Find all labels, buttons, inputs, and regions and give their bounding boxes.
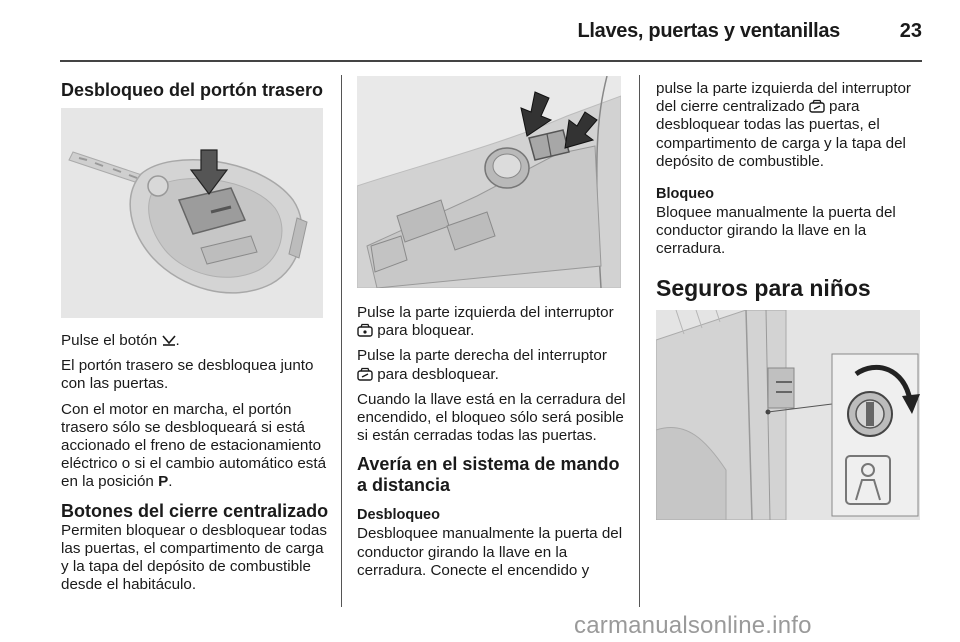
paragraph-key-in-ignition: Cuando la llave está en la cerradura del encendido, el bloqueo sólo será posible si están cerradas todas las puertas.: [357, 390, 626, 445]
footer-watermark: carmanualsonline.info: [574, 612, 812, 639]
paragraph-manual-unlock: Desbloquee manualmente la puerta del conductor girando la llave en la cerradura. Conecte el encendido y: [357, 525, 623, 579]
column-divider-2: [639, 75, 640, 607]
paragraph-central-lock: Permiten bloquear o desbloquear todas las puertas, el compartimento de carga y la tapa del depósito de combustible desde el habitáculo.: [61, 521, 327, 594]
paragraph-press-button: Pulse el botón .: [61, 332, 180, 349]
section-heading-tailgate: Desbloqueo del portón trasero: [61, 80, 324, 100]
subheading-lock: Bloqueo: [656, 186, 714, 203]
paragraph-engine-running: Con el motor en marcha, el portón trasero sólo se desbloqueará si está accionado el freno de estacionamiento eléctrico o si el cambio automático está en la posición P.: [61, 400, 327, 491]
column-1: [61, 80, 327, 101]
subheading-unlock: Desbloqueo: [357, 507, 440, 524]
page-number: 23: [899, 20, 922, 42]
unlock-icon: [809, 99, 825, 113]
column-divider-1: [341, 75, 342, 607]
tailgate-icon: [162, 333, 176, 347]
column-1-text: [61, 332, 331, 601]
paragraph-press-left-central: pulse la parte izquierda del interruptor del cierre centralizado para desbloquear todas las puertas, el compartimento de carga y la tapa del depósito de combustible.: [656, 80, 911, 170]
page-header-title: Llaves, puertas y ventanillas: [577, 20, 840, 42]
figure-door-switches: [357, 76, 621, 288]
header-rule: [60, 60, 922, 62]
paragraph-manual-lock: Bloquee manualmente la puerta del conductor girando la llave en la cerradura.: [656, 204, 896, 258]
figure-child-lock: [656, 310, 920, 520]
column-3-text: [656, 80, 926, 302]
paragraph-press-left: Pulse la parte izquierda del interruptor para bloquear.: [357, 304, 614, 340]
section-heading-child-locks: Seguros para niños: [656, 274, 871, 301]
unlock-icon: [357, 367, 373, 381]
paragraph-tailgate-unlocks: El portón trasero se desbloquea junto con las puertas.: [61, 357, 314, 393]
figure-key-fob: [61, 108, 323, 318]
column-2-text: [357, 304, 627, 587]
section-heading-central-lock: Botones del cierre centralizado: [61, 500, 329, 521]
lock-icon: [357, 323, 373, 337]
section-heading-remote-failure: Avería en el sistema de mando a distancia: [357, 454, 620, 496]
paragraph-press-right: Pulse la parte derecha del interruptor para desbloquear.: [357, 347, 607, 383]
